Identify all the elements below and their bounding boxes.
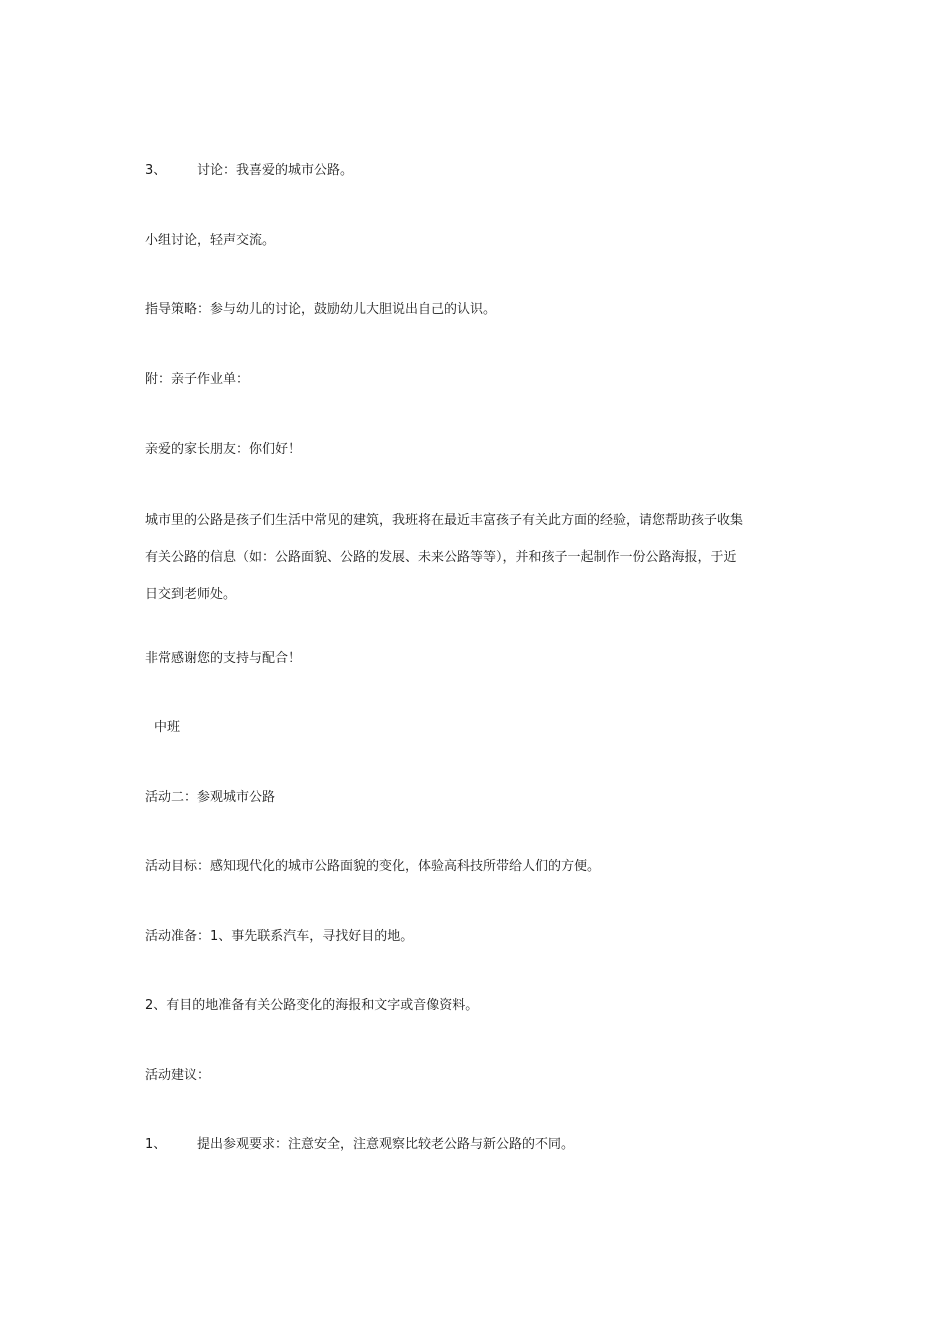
item-3-text: 讨论：我喜爱的城市公路。 <box>197 163 354 178</box>
activity-goal-text: 活动目标：感知现代化的城市公路面貌的变化，体验高科技所带给人们的方便。 <box>145 859 601 874</box>
activity-prep-2: 2、有目的地准备有关公路变化的海报和文字或音像资料。 <box>145 998 479 1013</box>
item-1-text: 提出参观要求：注意安全，注意观察比较老公路与新公路的不同。 <box>197 1137 575 1152</box>
activity-prep-1: 活动准备：1、事先联系汽车，寻找好目的地。 <box>145 929 414 944</box>
guide-strategy-text: 指导策略：参与幼儿的讨论，鼓励幼儿大胆说出自己的认识。 <box>145 302 497 317</box>
class-name: 中班 <box>154 720 181 735</box>
letter-line: 有关公路的信息（如：公路面貌、公路的发展、未来公路等等），并和孩子一起制作一份公路海报，于近 <box>145 550 737 565</box>
activity-title: 活动二：参观城市公路 <box>145 790 276 805</box>
item-3-number: 3、 <box>145 163 167 178</box>
greeting-text: 亲爱的家长朋友：你们好！ <box>145 442 302 457</box>
letter-line: 城市里的公路是孩子们生活中常见的建筑，我班将在最近丰富孩子有关此方面的经验，请您帮助孩子收集 <box>145 513 744 528</box>
item-1-number: 1、 <box>145 1137 167 1152</box>
letter-paragraph <box>145 502 810 613</box>
item-3 <box>145 162 353 180</box>
group-discussion-text: 小组讨论，轻声交流。 <box>145 233 276 248</box>
letter-line: 日交到老师处。 <box>145 587 237 602</box>
thanks-text: 非常感谢您的支持与配合！ <box>145 651 302 666</box>
activity-suggestion-heading: 活动建议： <box>145 1068 211 1083</box>
appendix-heading: 附：亲子作业单： <box>145 372 250 387</box>
item-1 <box>145 1136 574 1154</box>
